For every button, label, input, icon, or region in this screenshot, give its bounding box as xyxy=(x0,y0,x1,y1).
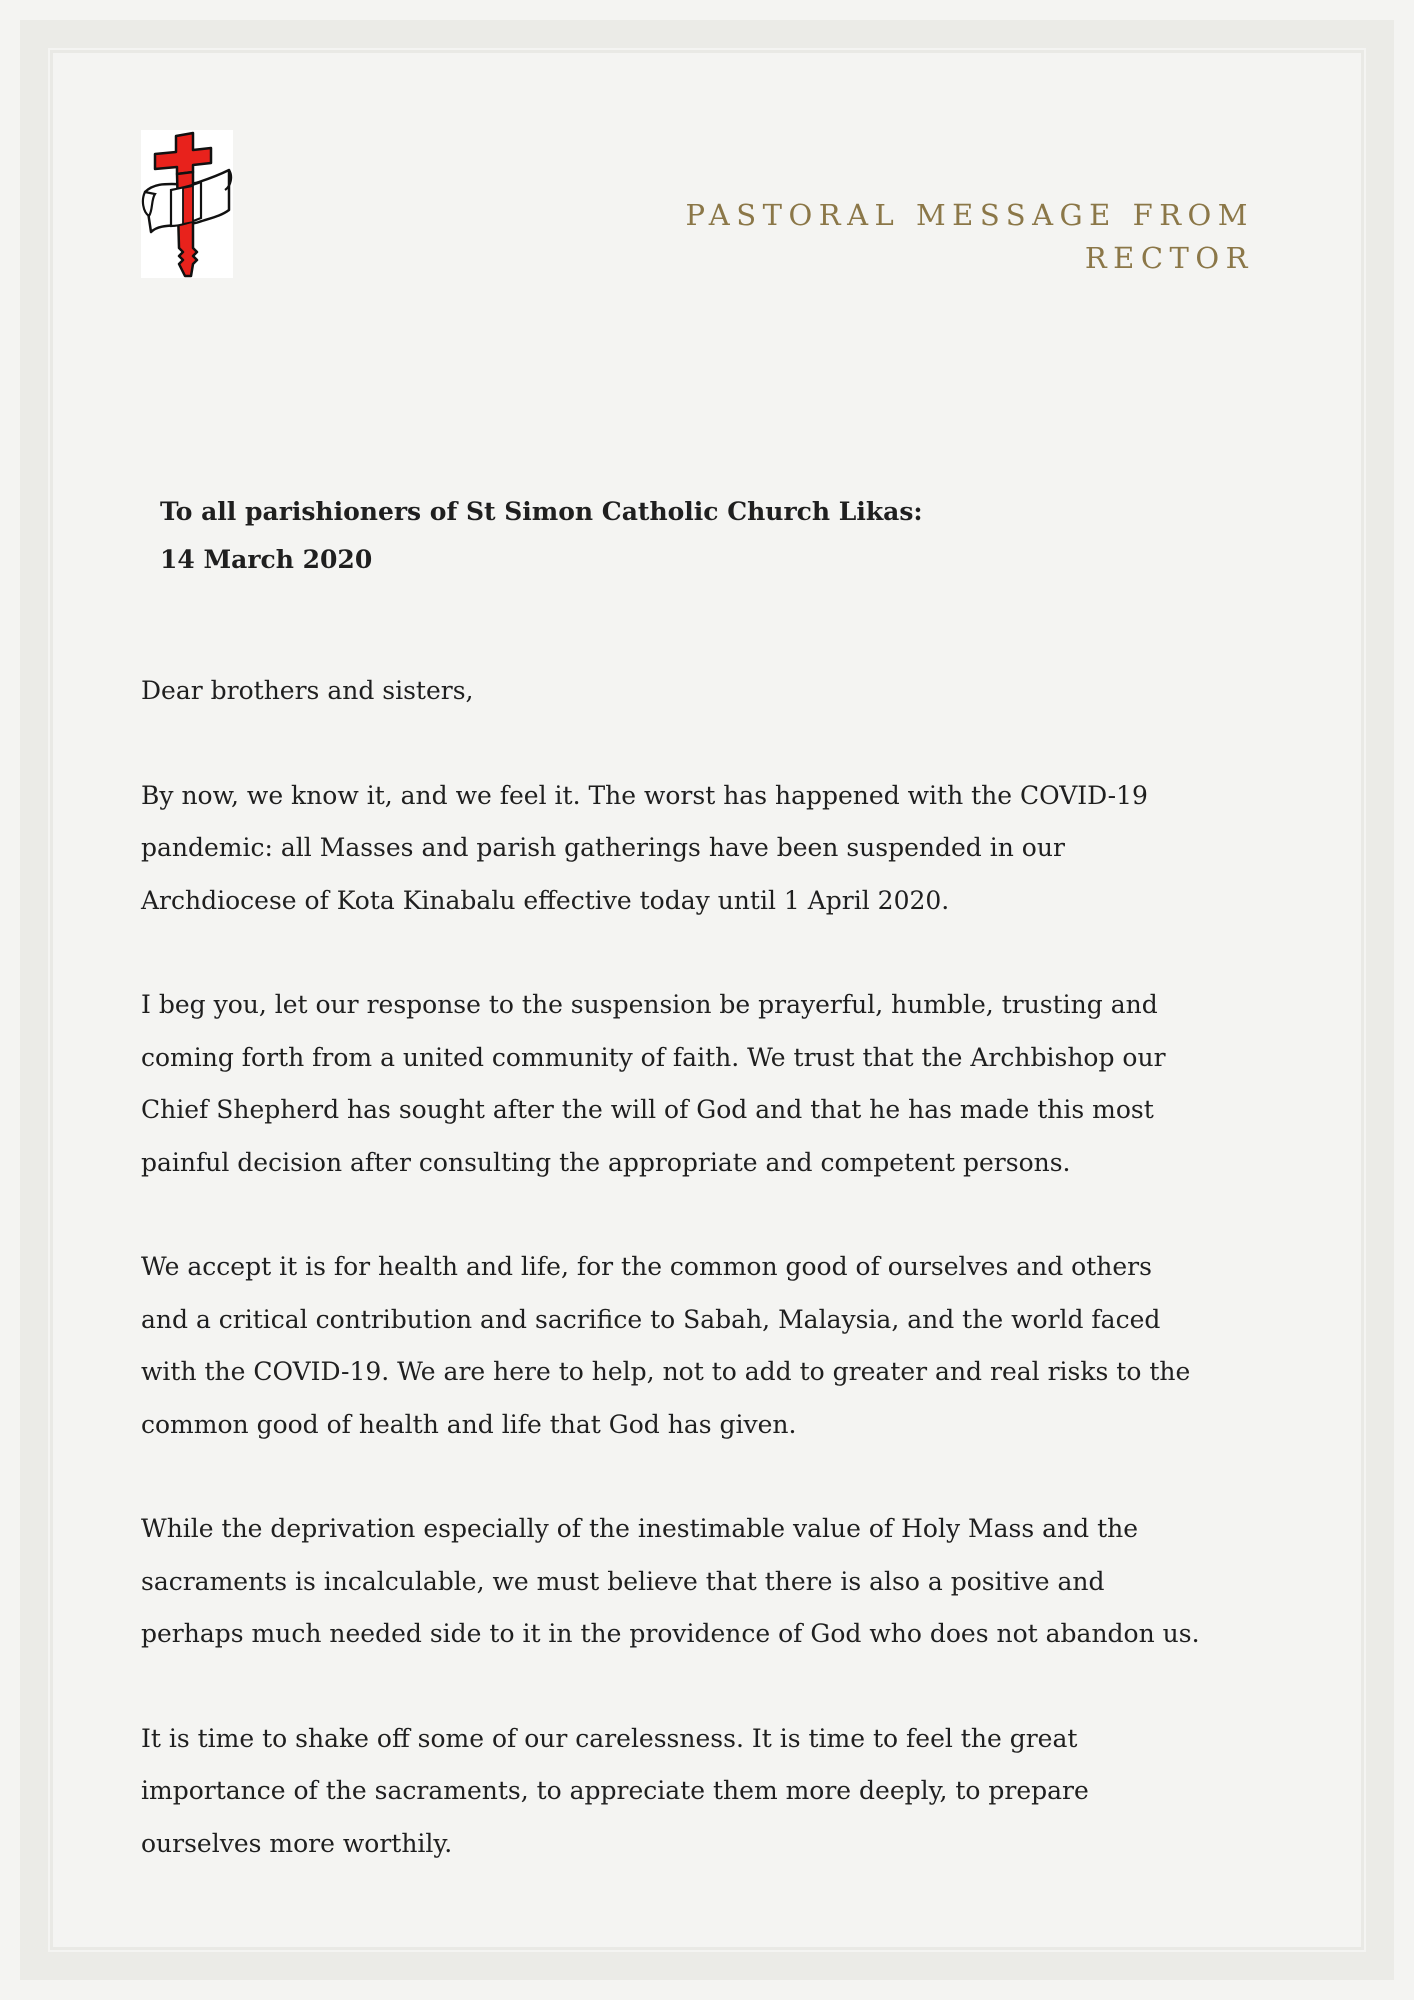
paragraph-line: painful decision after consulting the appropriate and competent persons. xyxy=(141,1147,1071,1177)
salutation: Dear brothers and sisters, xyxy=(141,676,474,705)
paragraph-line: ourselves more worthily. xyxy=(141,1828,453,1858)
paragraph-line: pandemic: all Masses and parish gatherings have been suspended in our xyxy=(141,833,1065,862)
paragraph xyxy=(141,1503,1221,1661)
paragraph-line: We accept it is for health and life, for the common good of ourselves and others xyxy=(141,1252,1152,1281)
page-title xyxy=(534,194,1254,280)
paragraph-line: By now, we know it, and we feel it. The worst has happened with the COVID-19 xyxy=(141,780,1148,810)
page-title-line: PASTORAL MESSAGE FROM xyxy=(685,198,1254,232)
paragraph-line: Chief Shepherd has sought after the will of God and that he has made this most xyxy=(141,1095,1154,1124)
paragraph xyxy=(141,979,1221,1189)
paragraph-line: Archdiocese of Kota Kinabalu effective today until 1 April 2020. xyxy=(141,885,950,915)
addressee-block xyxy=(160,488,923,584)
letter-date: 14 March 2020 xyxy=(160,545,373,574)
paragraph-line: I beg you, let our response to the suspension be prayerful, humble, trusting and xyxy=(141,990,1158,1019)
paragraph-line: common good of health and life that God has given. xyxy=(141,1409,797,1439)
paragraph-line: importance of the sacraments, to appreciate them more deeply, to prepare xyxy=(141,1776,1089,1805)
cross-with-banner-icon xyxy=(141,130,233,278)
paragraph-line: sacraments is incalculable, we must believe that there is also a positive and xyxy=(141,1566,1105,1596)
paragraph-line: with the COVID-19. We are here to help, not to add to greater and real risks to the xyxy=(141,1357,1191,1386)
paragraph-line: perhaps much needed side to it in the providence of God who does not abandon us. xyxy=(141,1619,1200,1648)
paragraph xyxy=(141,1713,1221,1871)
paragraph-line: and a critical contribution and sacrifice to Sabah, Malaysia, and the world faced xyxy=(141,1304,1161,1334)
paragraph-line: coming forth from a united community of faith. We trust that the Archbishop our xyxy=(141,1042,1166,1072)
paragraph xyxy=(141,770,1221,928)
paragraph-line: While the deprivation especially of the inestimable value of Holy Mass and the xyxy=(141,1514,1139,1543)
paragraph xyxy=(141,1241,1221,1451)
letter-body xyxy=(141,665,1221,1922)
paragraph-line: It is time to shake off some of our carelessness. It is time to feel the great xyxy=(141,1723,1078,1753)
page-title-line: RECTOR xyxy=(1084,241,1254,275)
addressee-line: To all parishioners of St Simon Catholic Church Likas: xyxy=(160,497,923,526)
